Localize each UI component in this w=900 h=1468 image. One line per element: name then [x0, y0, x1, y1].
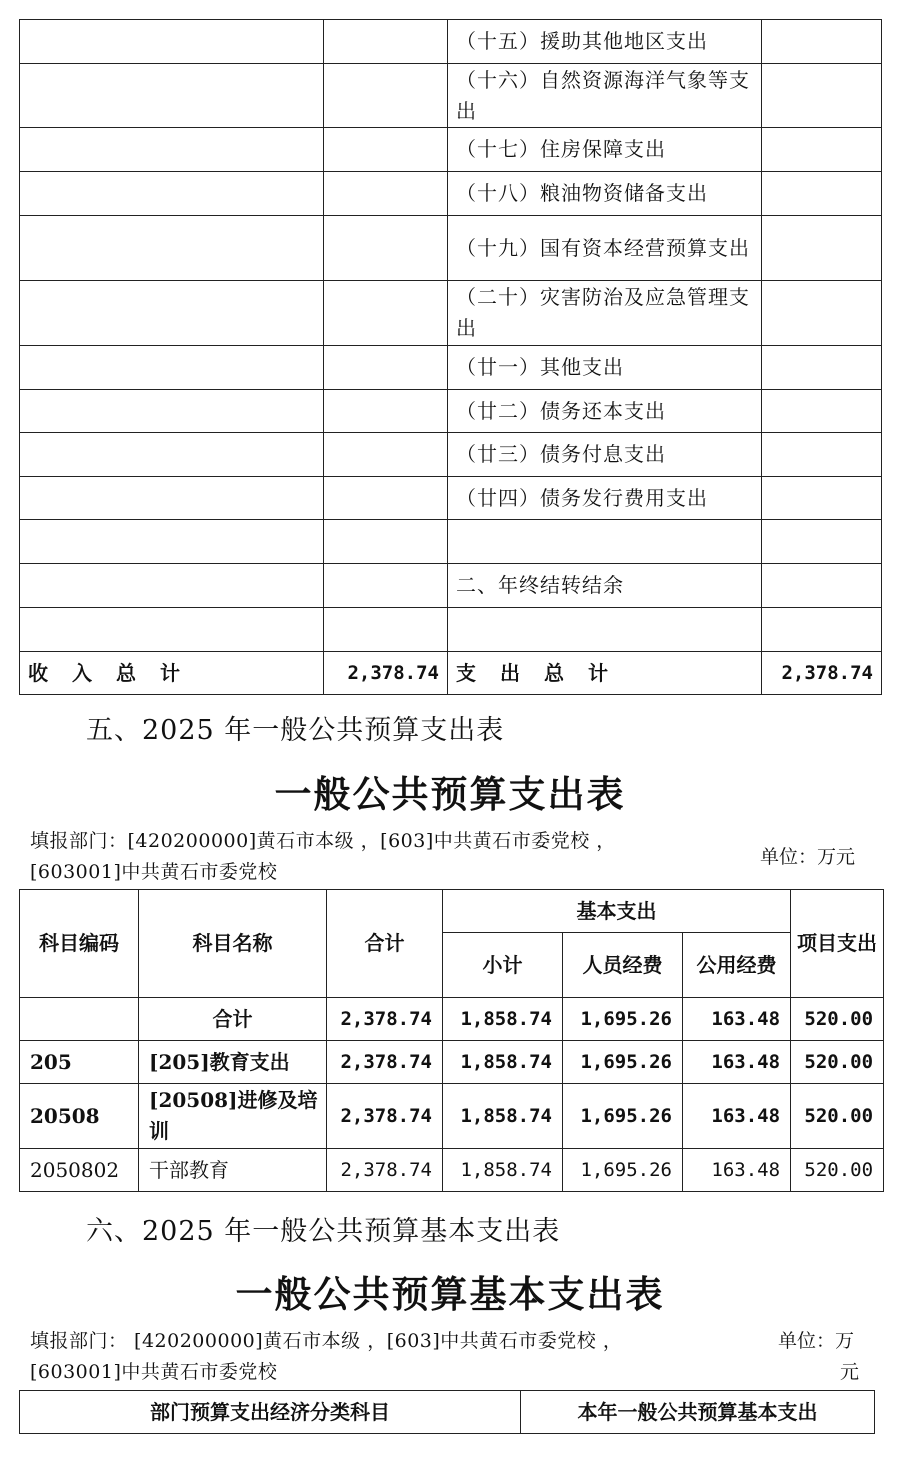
table-row	[20, 346, 882, 390]
cell-public: 163.48	[683, 1041, 791, 1084]
table-row	[20, 608, 882, 652]
table-row	[20, 128, 882, 172]
header-public: 公用经费	[683, 933, 791, 998]
table-row	[20, 1041, 884, 1084]
cell-public: 163.48	[683, 998, 791, 1041]
cell-subtotal: 1,858.74	[443, 1084, 563, 1149]
table-header-row	[20, 1391, 875, 1434]
unit-label: 单位：万	[778, 1330, 855, 1352]
cell-project: 520.00	[791, 1149, 884, 1192]
fill-department-line: 填报部门：[420200000]黄石市本级 ，[603]中共黄石市委党校 ，	[30, 830, 616, 852]
table-title: 一般公共预算支出表	[274, 772, 626, 816]
cell-personnel: 1,695.26	[563, 1149, 683, 1192]
table-header-row	[20, 890, 884, 933]
expense-item: （廿一）其他支出	[448, 346, 762, 390]
expense-item: （十七）住房保障支出	[448, 128, 762, 172]
expense-item: （二十）灾害防治及应急管理支出	[448, 281, 762, 346]
cell-total: 2,378.74	[327, 1149, 443, 1192]
cell-code: 205	[20, 1041, 139, 1084]
section-heading: 五、2025 年一般公共预算支出表	[86, 715, 505, 746]
cell-total: 2,378.74	[327, 1084, 443, 1149]
table-row	[20, 64, 882, 128]
cell-total: 2,378.74	[327, 1041, 443, 1084]
header-subtotal: 小计	[443, 933, 563, 998]
cell-code: 2050802	[20, 1149, 139, 1192]
table-row	[20, 998, 884, 1041]
expense-item: （廿二）债务还本支出	[448, 390, 762, 433]
table-row	[20, 281, 882, 346]
income-total-label: 收 入 总 计	[20, 652, 324, 695]
header-personnel: 人员经费	[563, 933, 683, 998]
expense-item: （十六）自然资源海洋气象等支出	[448, 64, 762, 128]
header-expense: 本年一般公共预算基本支出	[521, 1391, 875, 1434]
fill-department-line: [603001]中共黄石市委党校	[30, 1361, 278, 1383]
expense-item: 二、年终结转结余	[448, 564, 762, 608]
revenue-expense-summary-table	[19, 19, 882, 695]
expense-total-label: 支 出 总 计	[448, 652, 762, 695]
cell-public: 163.48	[683, 1084, 791, 1149]
section-heading: 六、2025 年一般公共预算基本支出表	[86, 1216, 561, 1247]
cell-subtotal: 1,858.74	[443, 1149, 563, 1192]
table-row	[20, 216, 882, 281]
cell-public: 163.48	[683, 1149, 791, 1192]
cell-subtotal: 1,858.74	[443, 1041, 563, 1084]
cell-name: 干部教育	[139, 1149, 327, 1192]
cell-name: [20508]进修及培训	[139, 1084, 327, 1149]
cell-name: [205]教育支出	[139, 1041, 327, 1084]
table-row	[20, 564, 882, 608]
cell-project: 520.00	[791, 1084, 884, 1149]
expense-total-value: 2,378.74	[762, 652, 882, 695]
general-budget-basic-expense-table	[19, 1390, 875, 1434]
cell-code	[20, 998, 139, 1041]
fill-department-line: 填报部门： [420200000]黄石市本级 ，[603]中共黄石市委党校 ，	[30, 1330, 623, 1352]
header-name: 科目名称	[139, 890, 327, 998]
expense-item	[448, 520, 762, 564]
header-code: 科目编码	[20, 890, 139, 998]
cell-personnel: 1,695.26	[563, 998, 683, 1041]
table-row	[20, 433, 882, 477]
unit-label: 元	[840, 1361, 860, 1383]
expense-item: （十九）国有资本经营预算支出	[448, 216, 762, 281]
header-project: 项目支出	[791, 890, 884, 998]
header-basic: 基本支出	[443, 890, 791, 933]
cell-personnel: 1,695.26	[563, 1084, 683, 1149]
cell-name: 合计	[139, 998, 327, 1041]
table-row	[20, 1149, 884, 1192]
expense-item: （十八）粮油物资储备支出	[448, 172, 762, 216]
general-budget-expense-table	[19, 889, 884, 1192]
cell-subtotal: 1,858.74	[443, 998, 563, 1041]
table-row	[20, 20, 882, 64]
unit-label: 单位：万元	[760, 846, 856, 868]
table-row	[20, 172, 882, 216]
income-total-value: 2,378.74	[324, 652, 448, 695]
table-title: 一般公共预算基本支出表	[235, 1272, 665, 1316]
total-row	[20, 652, 882, 695]
expense-item: （廿四）债务发行费用支出	[448, 477, 762, 520]
fill-department-line: [603001]中共黄石市委党校	[30, 861, 278, 883]
table-row	[20, 477, 882, 520]
cell-personnel: 1,695.26	[563, 1041, 683, 1084]
table-row	[20, 1084, 884, 1149]
header-total: 合计	[327, 890, 443, 998]
cell-total: 2,378.74	[327, 998, 443, 1041]
expense-item: （廿三）债务付息支出	[448, 433, 762, 477]
table-row	[20, 520, 882, 564]
cell-project: 520.00	[791, 1041, 884, 1084]
expense-item: （十五）援助其他地区支出	[448, 20, 762, 64]
cell-code: 20508	[20, 1084, 139, 1149]
expense-item	[448, 608, 762, 652]
table-row	[20, 390, 882, 433]
header-category: 部门预算支出经济分类科目	[20, 1391, 521, 1434]
cell-project: 520.00	[791, 998, 884, 1041]
